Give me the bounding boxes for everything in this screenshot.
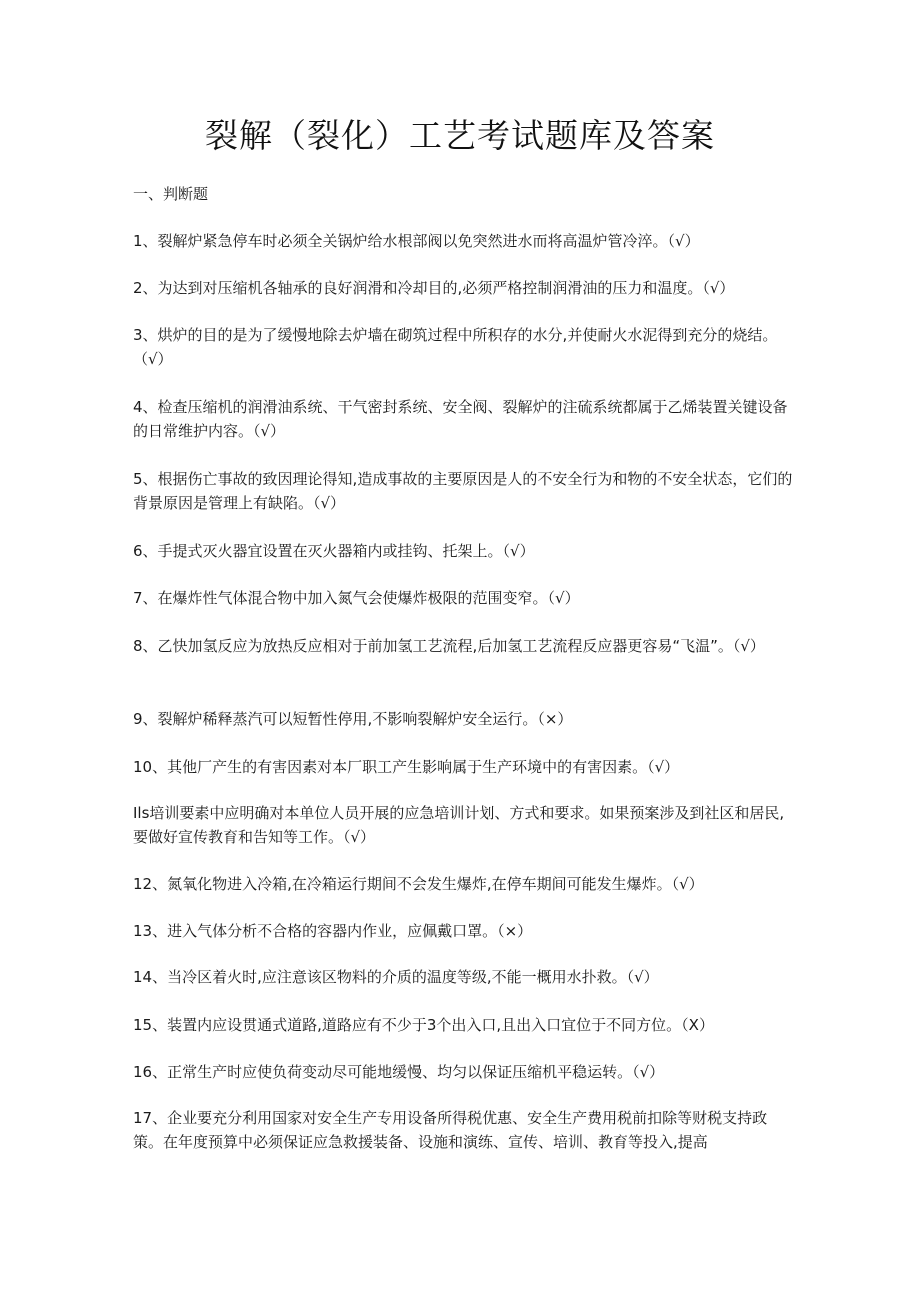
- question-item: 4、检查压缩机的润滑油系统、干气密封系统、安全阀、裂解炉的注硫系统都属于乙烯装置关键设备的日常维护内容。（√）: [133, 398, 788, 440]
- question-item: 8、乙快加氢反应为放热反应相对于前加氢工艺流程,后加氢工艺流程反应器更容易“飞温”。（√）: [133, 637, 765, 655]
- section-heading: 一、判断题: [133, 185, 209, 203]
- question-item: 9、裂解炉稀释蒸汽可以短暂性停用,不影响裂解炉安全运行。（×）: [133, 710, 573, 728]
- question-item: 7、在爆炸性气体混合物中加入氮气会使爆炸极限的范围变窄。（√）: [133, 589, 580, 607]
- document-title: 裂解（裂化）工艺考试题库及答案: [205, 116, 715, 155]
- question-item: 17、企业要充分利用国家对安全生产专用设备所得税优惠、安全生产费用税前扣除等财税支持政策。在年度预算中必须保证应急救援装备、设施和演练、宣传、培训、教育等投入,提高: [133, 1109, 768, 1151]
- question-item: 3、烘炉的目的是为了缓慢地除去炉墙在砌筑过程中所积存的水分,并使耐火水泥得到充分的烧结。（√）: [133, 326, 778, 368]
- question-item: Ils培训要素中应明确对本单位人员开展的应急培训计划、方式和要求。如果预案涉及到社区和居民,要做好宣传教育和告知等工作。（√）: [133, 804, 785, 846]
- question-item: 13、进入气体分析不合格的容器内作业，应佩戴口罩。（×）: [133, 922, 533, 940]
- question-item: 5、根据伤亡事故的致因理论得知,造成事故的主要原因是人的不安全行为和物的不安全状态，它们的背景原因是管理上有缺陷。（√）: [133, 470, 793, 512]
- question-item: 12、氮氧化物进入冷箱,在冷箱运行期间不会发生爆炸,在停车期间可能发生爆炸。（√）: [133, 875, 704, 893]
- question-item: 10、其他厂产生的有害因素对本厂职工产生影响属于生产环境中的有害因素。（√）: [133, 758, 680, 776]
- question-item: 16、正常生产时应使负荷变动尽可能地缓慢、均匀以保证压缩机平稳运转。（√）: [133, 1063, 665, 1081]
- question-item: 14、当冷区着火时,应注意该区物料的介质的温度等级,不能一概用水扑救。（√）: [133, 968, 659, 986]
- question-item: 1、裂解炉紧急停车时必须全关锅炉给水根部阀以免突然进水而将高温炉管冷淬。（√）: [133, 232, 700, 250]
- question-item: 6、手提式灭火器宜设置在灭火器箱内或挂钩、托架上。（√）: [133, 542, 535, 560]
- question-item: 2、为达到对压缩机各轴承的良好润滑和冷却目的,必须严格控制润滑油的压力和温度。（√）: [133, 279, 735, 297]
- question-item: 15、装置内应设贯通式道路,道路应有不少于3个出入口,且出入口宜位于不同方位。（X）: [133, 1016, 714, 1034]
